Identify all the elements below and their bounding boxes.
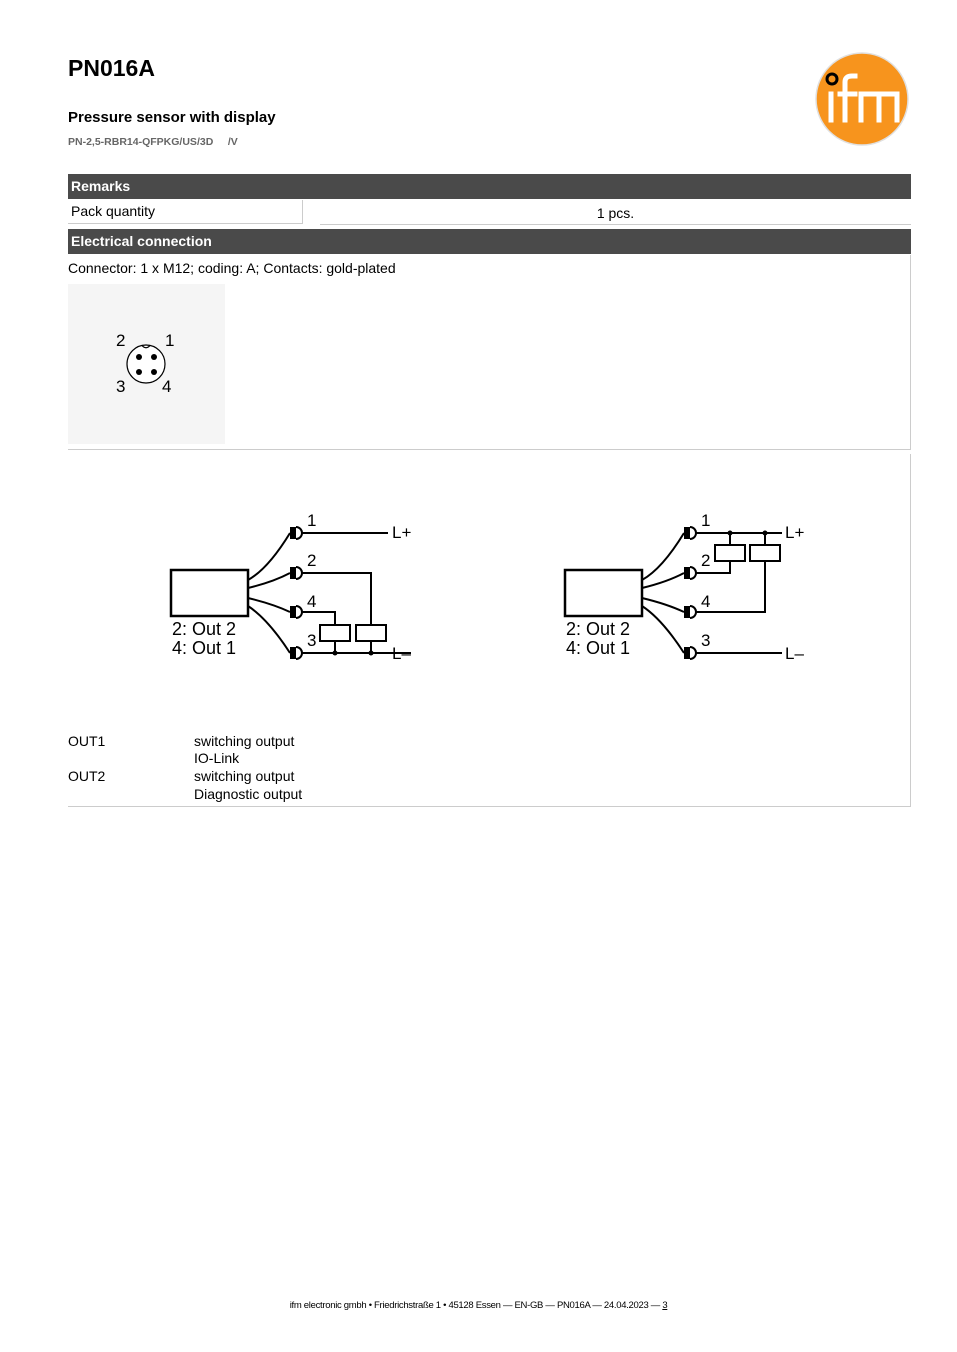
product-code-title: PN016A [68,55,155,81]
product-name: Pressure sensor with display [68,109,276,126]
l-plus-label: L+ [785,523,805,542]
pin-label: 4 [162,377,172,396]
pin-label: 1 [165,331,175,350]
l-minus-label: L– [785,644,804,663]
electrical-connection-box [68,255,911,450]
article-number: PN-2,5-RBR14-QFPKG/US/3D /V [68,136,238,148]
pin-number: 1 [701,511,711,530]
output-note: 2: Out 2 [566,619,631,639]
wiring-diagram-left [171,511,411,663]
pin-number: 3 [701,631,711,650]
wiring-diagram-right [565,511,804,663]
legend-value: switching output [194,768,295,784]
page-footer [0,1300,957,1311]
l-plus-label: L+ [392,523,412,542]
l-minus-label: L– [392,644,411,663]
legend-key: OUT2 [68,768,106,784]
legend-key: OUT1 [68,733,106,749]
pin-number: 3 [307,631,317,650]
pin-number: 1 [307,511,317,530]
wiring-diagrams-box [68,454,911,807]
pack-quantity-value: 1 pcs. [320,200,911,225]
wiring-diagrams [68,454,911,714]
pin-label: 3 [116,377,126,396]
pack-quantity-row [68,200,911,224]
ifm-logo [815,52,909,146]
pin-number: 2 [307,551,317,570]
legend-value: Diagnostic output [194,786,303,802]
output-note: 4: Out 1 [172,638,237,658]
pin-number: 4 [701,592,711,611]
remarks-heading: Remarks [68,174,911,199]
connector-pinout-diagram [68,284,225,444]
connector-description: Connector: 1 x M12; coding: A; Contacts: gold-plated [68,260,396,276]
pack-quantity-label: Pack quantity [68,200,303,224]
legend-value: IO-Link [194,750,240,766]
pin-number: 4 [307,592,317,611]
pin-label: 2 [116,331,126,350]
pin-number: 2 [701,551,711,570]
output-note: 4: Out 1 [566,638,631,658]
page-number: 3 [662,1300,668,1311]
output-note: 2: Out 2 [172,619,237,639]
electrical-connection-heading: Electrical connection [68,229,911,254]
legend-value: switching output [194,733,295,749]
connector-pinout [68,284,225,444]
footer-text: ifm electronic gmbh • Friedrichstraße 1 • 45128 Essen — EN-GB — PN016A — 24.04.2023 — [289,1300,663,1311]
